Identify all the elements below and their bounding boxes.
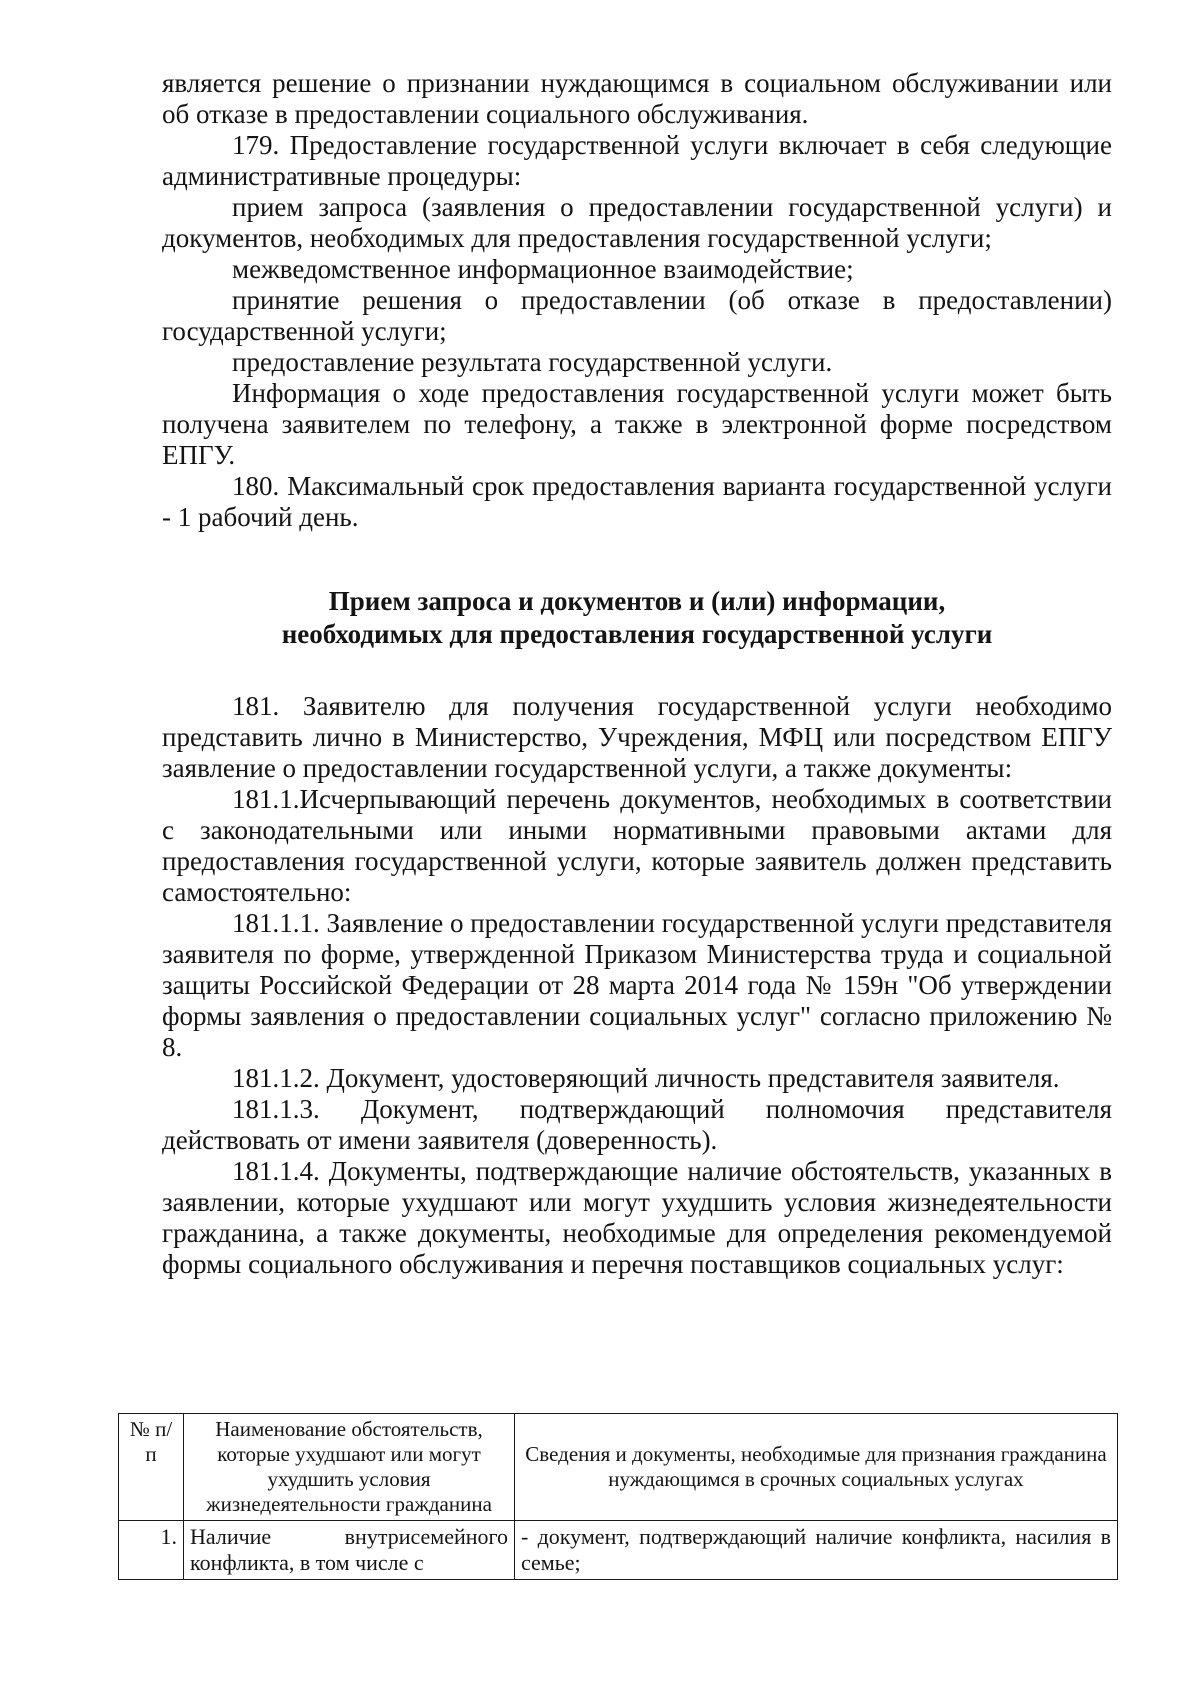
paragraph-continuation: является решение о признании нуждающимся в социальном обслуживании или об отказе в предоставлении социального обслуживания. [162, 68, 1112, 129]
procedure-item-4: предоставление результата государственной услуги. [232, 347, 833, 377]
section-heading [162, 585, 1112, 651]
row-number: 1. [119, 1521, 184, 1580]
row-circumstance: Наличие внутрисемейного конфликта, в том числе с [184, 1521, 515, 1580]
document-body [162, 68, 1112, 1280]
paragraph-181-1-1: 181.1.1. Заявление о предоставлении государственной услуги представителя заявителя по форме, утвержденной Приказом Министерства труда и социальной защиты Российской Федерации от 28 марта 2014 года № 159н "Об утверждении формы заявления о предоставлении социальных услуг" согласно приложению № 8. [162, 908, 1112, 1062]
section-heading-line-1: Прием запроса и документов и (или) информации, [328, 586, 946, 616]
header-circumstances: Наименование обстоятельств, которые ухудшают или могут ухудшить условия жизнедеятельности гражданина [184, 1414, 515, 1521]
header-documents: Сведения и документы, необходимые для признания гражданина нуждающимся в срочных социальных услугах [515, 1414, 1118, 1521]
paragraph-181-1-3: 181.1.3. Документ, подтверждающий полномочия представителя действовать от имени заявителя (доверенность). [162, 1094, 1112, 1155]
paragraph-181-1-2: 181.1.2. Документ, удостоверяющий личность представителя заявителя. [232, 1063, 1060, 1093]
header-number: № п/п [119, 1414, 184, 1521]
table-row [119, 1521, 1118, 1580]
procedure-item-2: межведомственное информационное взаимодействие; [232, 254, 854, 284]
circumstances-table [118, 1413, 1118, 1580]
paragraph-180: 180. Максимальный срок предоставления варианта государственной услуги - 1 рабочий день. [162, 471, 1112, 532]
paragraph-181-1: 181.1.Исчерпывающий перечень документов, необходимых в соответствии с законодательными или иными нормативными правовыми актами для предоставления государственной услуги, которые заявитель должен представить самостоятельно: [162, 784, 1112, 907]
section-heading-line-2: необходимых для предоставления государственной услуги [281, 619, 993, 649]
paragraph-181-1-4: 181.1.4. Документы, подтверждающие наличие обстоятельств, указанных в заявлении, которые ухудшают или могут ухудшить условия жизнедеятельности гражданина, а также документы, необходимые для определения рекомендуемой формы социального обслуживания и перечня поставщиков социальных услуг: [162, 1156, 1112, 1279]
procedure-item-3: принятие решения о предоставлении (об отказе в предоставлении) государственной услуги; [162, 285, 1112, 346]
procedure-item-1: прием запроса (заявления о предоставлении государственной услуги) и документов, необходимых для предоставления государственной услуги; [162, 192, 1112, 253]
table-header-row [119, 1414, 1118, 1521]
row-documents: - документ, подтверждающий наличие конфликта, насилия в семье; [515, 1521, 1118, 1580]
paragraph-information: Информация о ходе предоставления государственной услуги может быть получена заявителем по телефону, а также в электронной форме посредством ЕПГУ. [162, 378, 1112, 470]
paragraph-179: 179. Предоставление государственной услуги включает в себя следующие административные процедуры: [162, 130, 1112, 191]
paragraph-181: 181. Заявителю для получения государственной услуги необходимо представить лично в Министерство, Учреждения, МФЦ или посредством ЕПГУ заявление о предоставлении государственной услуги, а также документы: [162, 691, 1112, 783]
